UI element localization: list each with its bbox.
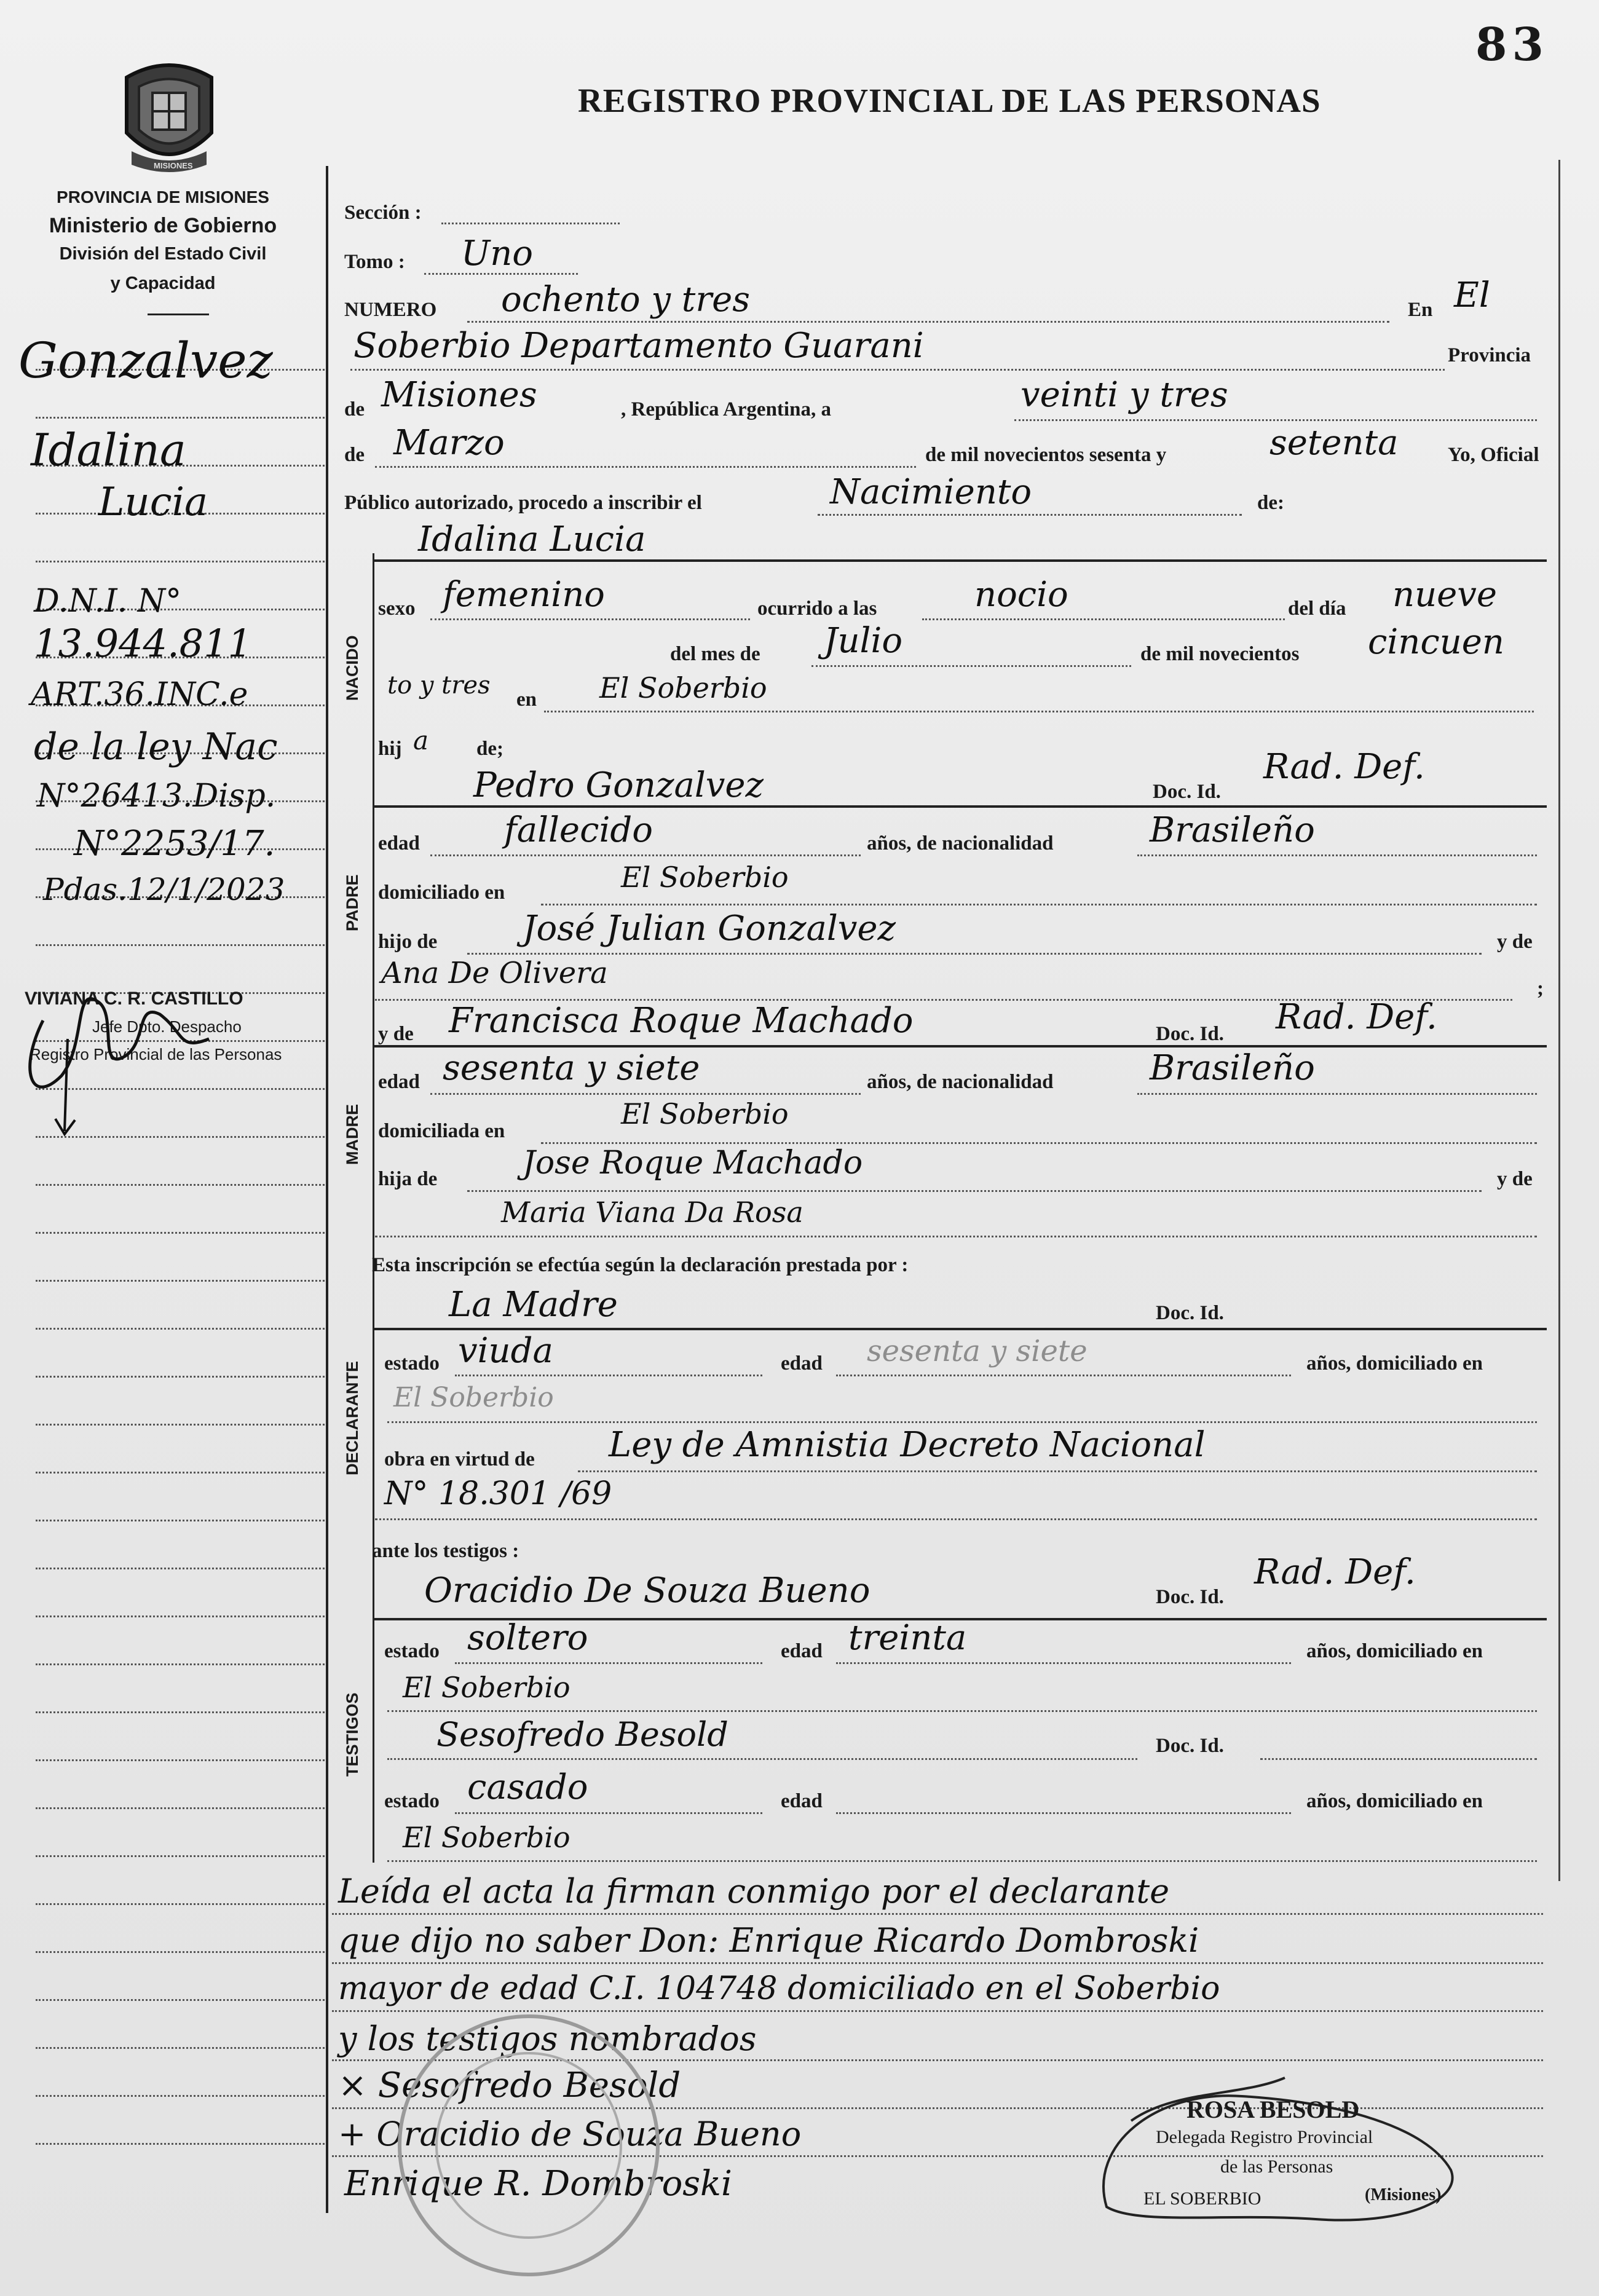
label-anios-dom-decl: años, domiciliado en bbox=[1306, 1352, 1483, 1375]
left-margin-rule bbox=[326, 166, 328, 2213]
line-padre-nac bbox=[1137, 854, 1537, 856]
label-edad-t2: edad bbox=[781, 1790, 823, 1812]
value-anio-nac-a: cincuen bbox=[1368, 622, 1504, 662]
margin-dni: 13.944.811 bbox=[34, 621, 252, 666]
stamp-role: Delegada Registro Provincial bbox=[1156, 2127, 1373, 2147]
margin-stamp-role: Jefe Dpto. Despacho bbox=[92, 1017, 242, 1036]
province-seal bbox=[114, 59, 224, 176]
label-estado-t1: estado bbox=[384, 1640, 440, 1662]
label-numero: NUMERO bbox=[344, 299, 437, 321]
margin-ruled-line bbox=[36, 1711, 325, 1713]
label-semicolon: ; bbox=[1537, 977, 1544, 1000]
margin-note-e: Pdas.12/1/2023 bbox=[43, 872, 285, 907]
line-obra bbox=[578, 1470, 1537, 1472]
margin-ruled-line bbox=[36, 1424, 325, 1426]
value-dia: veinti y tres bbox=[1021, 375, 1228, 415]
line-t1-estado bbox=[455, 1662, 762, 1664]
label-hija-de: hija de bbox=[378, 1168, 438, 1190]
page-title: REGISTRO PROVINCIAL DE LAS PERSONAS bbox=[578, 82, 1321, 119]
line-cierre2 bbox=[332, 1962, 1543, 1964]
label-doc-madre: Doc. Id. bbox=[1156, 1023, 1224, 1045]
margin-ruled-line bbox=[36, 2047, 325, 2049]
label-edad-madre: edad bbox=[378, 1071, 420, 1093]
signature-1: × Sesofredo Besold bbox=[338, 2065, 681, 2105]
label-anios-dom-t2: años, domiciliado en bbox=[1306, 1790, 1483, 1812]
rule-madre-top bbox=[373, 1045, 1547, 1047]
margin-ruled-line bbox=[36, 2143, 325, 2145]
value-testigo2: Sesofredo Besold bbox=[436, 1715, 728, 1754]
label-en-2: en bbox=[516, 688, 537, 711]
line-tomo bbox=[424, 273, 578, 275]
line-mes bbox=[375, 466, 916, 468]
closing-line-3: mayor de edad C.I. 104748 domiciliado en el Soberbio bbox=[338, 1970, 1220, 2007]
margin-ruled-line bbox=[36, 1999, 325, 2001]
margin-ruled-line bbox=[36, 1520, 325, 1521]
rule-nacido-top bbox=[373, 559, 1547, 562]
margin-note-c: N°26413.Disp. bbox=[37, 778, 276, 815]
label-del-dia: del día bbox=[1288, 598, 1346, 620]
label-de-mil-nov: de mil novecientos bbox=[1140, 643, 1300, 665]
label-publico: Público autorizado, procedo a inscribir el bbox=[344, 492, 702, 514]
line-madre-edad bbox=[430, 1093, 861, 1095]
seal-ribbon-text: MISIONES bbox=[154, 161, 193, 170]
line-dia bbox=[1014, 419, 1537, 421]
label-obra: obra en virtud de bbox=[384, 1448, 535, 1470]
label-estado-t2: estado bbox=[384, 1790, 440, 1812]
line-hora bbox=[922, 618, 1285, 620]
value-padre: Pedro Gonzalvez bbox=[473, 765, 764, 805]
margin-note-d: N°2253/17. bbox=[74, 824, 275, 864]
label-hij: hij bbox=[378, 738, 402, 760]
value-dia-nac: nueve bbox=[1392, 575, 1498, 615]
label-doc-padre: Doc. Id. bbox=[1153, 781, 1221, 803]
margin-stamp-office: Registro Provincial de las Personas bbox=[30, 1045, 282, 1063]
value-madre-doc: Rad. Def. bbox=[1276, 997, 1437, 1037]
label-hijo-de: hijo de bbox=[378, 931, 438, 953]
agency-ministry: Ministerio de Gobierno bbox=[49, 214, 277, 237]
closing-line-2: que dijo no saber Don: Enrique Ricardo Dombroski bbox=[338, 1921, 1199, 1960]
label-esta-inscripcion: Esta inscripción se efectúa según la declaración prestada por : bbox=[372, 1254, 909, 1276]
value-madre-dom: El Soberbio bbox=[621, 1097, 789, 1130]
side-label-testigos: TESTIGOS bbox=[343, 1692, 361, 1777]
margin-ruled-line bbox=[36, 1615, 325, 1617]
line-seccion bbox=[441, 223, 620, 224]
margin-ruled-line bbox=[36, 417, 325, 419]
line-abuelo-m bbox=[467, 1190, 1482, 1192]
signature-2: + Oracidio de Souza Bueno bbox=[338, 2115, 802, 2153]
testigos-side-rule bbox=[373, 1574, 374, 1863]
label-nac-madre: años, de nacionalidad bbox=[867, 1071, 1054, 1093]
label-y-de-madre: y de bbox=[378, 1023, 414, 1045]
margin-ruled-line bbox=[36, 1472, 325, 1473]
line-t2-edad bbox=[836, 1812, 1291, 1814]
line-padre-edad bbox=[430, 854, 861, 856]
stamp-office: de las Personas bbox=[1220, 2156, 1333, 2177]
side-label-madre: MADRE bbox=[343, 1104, 361, 1165]
rule-padre-top bbox=[373, 805, 1547, 808]
line-madre-nac bbox=[1137, 1093, 1537, 1095]
value-t1-estado: soltero bbox=[467, 1618, 588, 1658]
line-decl-dom bbox=[387, 1421, 1537, 1423]
margin-name2: Lucia bbox=[98, 479, 208, 525]
margin-ruled-line bbox=[36, 1568, 325, 1569]
label-ocurrido: ocurrido a las bbox=[757, 598, 877, 620]
label-ante: ante los testigos : bbox=[372, 1540, 519, 1562]
stamp-name: ROSA BESOLD bbox=[1186, 2096, 1360, 2123]
value-anio-nac-b: to y tres bbox=[387, 671, 491, 700]
line-acto bbox=[818, 514, 1242, 516]
margin-note-b: de la ley Nac bbox=[34, 725, 278, 768]
margin-ruled-line bbox=[36, 1184, 325, 1186]
side-label-nacido: NACIDO bbox=[343, 635, 361, 701]
line-sexo bbox=[430, 618, 750, 620]
label-doc-t2: Doc. Id. bbox=[1156, 1735, 1224, 1757]
line-cierre1 bbox=[332, 1913, 1543, 1915]
label-de-mil: de mil novecientos sesenta y bbox=[925, 444, 1167, 466]
margin-ruled-line bbox=[36, 944, 325, 946]
value-padre-dom: El Soberbio bbox=[621, 861, 789, 894]
right-margin-rule bbox=[1558, 160, 1560, 1881]
margin-surname: Gonzalvez bbox=[18, 332, 273, 389]
line-numero bbox=[467, 321, 1389, 323]
agency-province: PROVINCIA DE MISIONES bbox=[57, 187, 269, 207]
value-t1-edad: treinta bbox=[848, 1618, 967, 1658]
label-doc-t1: Doc. Id. bbox=[1156, 1586, 1224, 1608]
value-acto: Nacimiento bbox=[830, 472, 1032, 512]
line-decl-edad bbox=[836, 1375, 1291, 1376]
value-t2-estado: casado bbox=[467, 1767, 588, 1807]
value-lugar-nac: El Soberbio bbox=[599, 671, 767, 704]
value-provincia: Misiones bbox=[381, 375, 537, 415]
value-nombre: Idalina Lucia bbox=[418, 519, 646, 559]
value-abuela: Ana De Olivera bbox=[381, 956, 608, 990]
margin-ruled-line bbox=[36, 1951, 325, 1953]
line-t2-doc bbox=[1260, 1758, 1537, 1760]
value-mes: Marzo bbox=[393, 423, 505, 463]
value-tomo: Uno bbox=[461, 234, 533, 274]
label-en: En bbox=[1408, 299, 1433, 321]
value-sexo: femenino bbox=[443, 575, 605, 615]
label-sexo: sexo bbox=[378, 598, 416, 620]
label-y-de-1: y de bbox=[1497, 931, 1533, 953]
line-t1-dom bbox=[387, 1710, 1537, 1712]
declarante-side-rule bbox=[373, 1285, 374, 1475]
value-hij-suffix: a bbox=[413, 725, 429, 755]
margin-ruled-line bbox=[36, 1855, 325, 1857]
margin-ruled-line bbox=[36, 1232, 325, 1234]
value-t2-dom: El Soberbio bbox=[403, 1821, 571, 1854]
margin-stamp-name: VIVIANA C. R. CASTILLO bbox=[25, 988, 243, 1009]
line-abuela-m bbox=[375, 1236, 1537, 1237]
value-madre-edad: sesenta y siete bbox=[443, 1048, 700, 1088]
value-declarante: La Madre bbox=[449, 1285, 618, 1325]
value-t1-dom: El Soberbio bbox=[403, 1671, 571, 1704]
margin-name1: Idalina bbox=[31, 424, 186, 476]
rule-declarante-top bbox=[373, 1328, 1547, 1330]
label-doc-declarante: Doc. Id. bbox=[1156, 1302, 1224, 1324]
label-de-semicolon: de; bbox=[476, 738, 503, 760]
margin-ruled-line bbox=[36, 561, 325, 562]
line-testigo2 bbox=[387, 1758, 1137, 1760]
value-padre-edad: fallecido bbox=[504, 810, 653, 850]
margin-ruled-line bbox=[36, 1376, 325, 1378]
value-madre-nac: Brasileño bbox=[1150, 1048, 1315, 1088]
agency-capacity: y Capacidad bbox=[110, 274, 216, 293]
value-decl-dom: El Soberbio bbox=[393, 1382, 554, 1413]
label-del-mes: del mes de bbox=[670, 643, 760, 665]
value-decl-estado: viuda bbox=[458, 1331, 553, 1371]
value-abuelo: José Julian Gonzalvez bbox=[523, 909, 896, 949]
line-decl-estado bbox=[455, 1375, 762, 1376]
value-hora: nocio bbox=[974, 575, 1068, 615]
margin-ruled-line bbox=[36, 1903, 325, 1905]
label-dom-padre: domiciliado en bbox=[378, 882, 505, 904]
label-nac-padre: años, de nacionalidad bbox=[867, 832, 1054, 854]
value-testigo1: Oracidio De Souza Bueno bbox=[424, 1571, 871, 1611]
value-mes-nac: Julio bbox=[824, 621, 903, 661]
value-lugar: Soberbio Departamento Guarani bbox=[353, 326, 924, 366]
value-abuela-m: Maria Viana Da Rosa bbox=[501, 1196, 803, 1229]
line-abuelo bbox=[467, 953, 1482, 955]
margin-signature bbox=[6, 947, 227, 1150]
line-t1-edad bbox=[836, 1662, 1291, 1664]
line-madre-dom bbox=[541, 1142, 1537, 1144]
margin-ruled-line bbox=[36, 1759, 325, 1761]
line-lugar-nac bbox=[544, 711, 1534, 712]
line-lugar bbox=[350, 369, 1445, 371]
value-obra2: N° 18.301 /69 bbox=[384, 1475, 612, 1512]
line-t2-estado bbox=[455, 1812, 762, 1814]
margin-ruled-line bbox=[36, 1328, 325, 1330]
agency-rule bbox=[148, 314, 209, 315]
closing-line-4: y los testigos nombrados bbox=[338, 2019, 757, 2058]
label-y-de-2: y de bbox=[1497, 1168, 1533, 1190]
line-obra2 bbox=[375, 1518, 1537, 1520]
value-t1-doc: Rad. Def. bbox=[1254, 1552, 1416, 1592]
label-seccion: Sección : bbox=[344, 202, 422, 224]
stamp-place: EL SOBERBIO bbox=[1143, 2188, 1261, 2209]
label-yo-oficial: Yo, Oficial bbox=[1448, 444, 1539, 466]
side-label-declarante: DECLARANTE bbox=[343, 1361, 361, 1475]
margin-ruled-line bbox=[36, 1280, 325, 1282]
line-t2-dom bbox=[387, 1860, 1537, 1862]
value-en: El bbox=[1454, 275, 1490, 315]
label-tomo: Tomo : bbox=[344, 251, 405, 273]
label-anios-dom-t1: años, domiciliado en bbox=[1306, 1640, 1483, 1662]
closing-line-1: Leída el acta la firman conmigo por el declarante bbox=[338, 1872, 1170, 1911]
line-padre-dom bbox=[541, 904, 1537, 905]
side-label-padre: PADRE bbox=[343, 874, 361, 931]
margin-dni-label: D.N.I. N° bbox=[34, 583, 182, 620]
label-edad-padre: edad bbox=[378, 832, 420, 854]
margin-ruled-line bbox=[36, 1807, 325, 1809]
official-signature-scribble bbox=[1082, 2053, 1475, 2250]
value-padre-nac: Brasileño bbox=[1150, 810, 1315, 850]
circular-registry-seal bbox=[387, 1992, 670, 2287]
value-padre-doc: Rad. Def. bbox=[1263, 747, 1425, 787]
label-edad-t1: edad bbox=[781, 1640, 823, 1662]
label-estado-decl: estado bbox=[384, 1352, 440, 1375]
value-madre: Francisca Roque Machado bbox=[449, 1001, 914, 1041]
line-mes-nac bbox=[811, 665, 1131, 667]
label-dom-madre: domiciliada en bbox=[378, 1120, 505, 1142]
value-decl-edad: sesenta y siete bbox=[867, 1334, 1088, 1368]
value-obra: Ley de Amnistia Decreto Nacional bbox=[609, 1425, 1206, 1465]
label-provincia: Provincia bbox=[1448, 344, 1531, 366]
label-republica: , República Argentina, a bbox=[621, 398, 831, 420]
label-de-1: de bbox=[344, 398, 365, 420]
stamp-province: (Misiones) bbox=[1365, 2185, 1442, 2204]
page-number: 83 bbox=[1475, 18, 1549, 71]
signature-3: Enrique R. Dombroski bbox=[344, 2164, 732, 2204]
label-edad-decl: edad bbox=[781, 1352, 823, 1375]
agency-division: División del Estado Civil bbox=[59, 244, 267, 264]
value-abuelo-m: Jose Roque Machado bbox=[523, 1145, 863, 1182]
margin-ruled-line bbox=[36, 2095, 325, 2097]
label-de-2: de bbox=[344, 444, 365, 466]
value-numero: ochento y tres bbox=[501, 280, 750, 320]
margin-ruled-line bbox=[36, 1663, 325, 1665]
margin-note-a: ART.36.INC.e bbox=[31, 676, 248, 713]
value-anio: setenta bbox=[1269, 423, 1399, 463]
label-de-colon: de: bbox=[1257, 492, 1284, 514]
